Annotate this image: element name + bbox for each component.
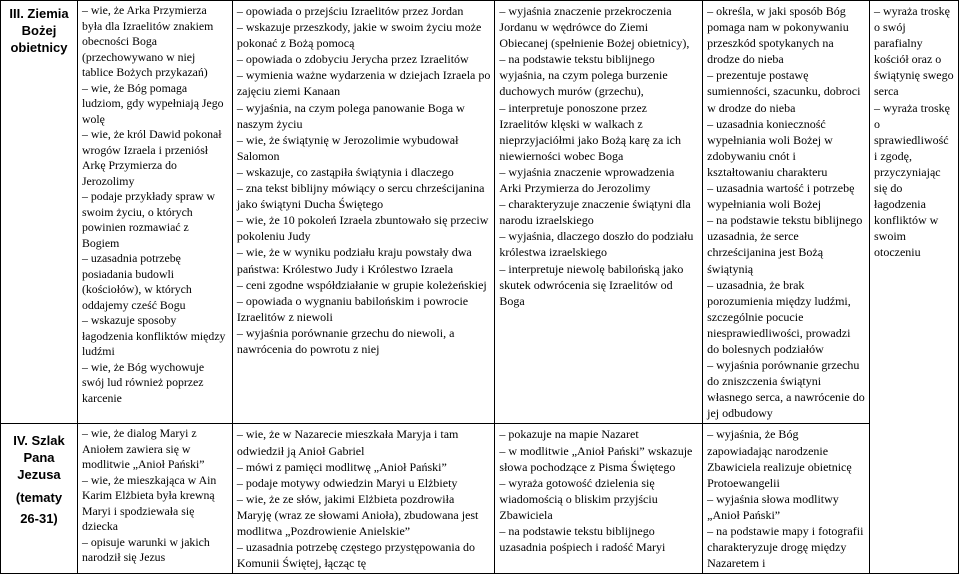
list-item: – prezentuje postawę sumienności, szacunku, dobroci w drodze do nieba — [707, 68, 861, 115]
list-item: – charakteryzuje znaczenie świątyni dla narodu izraelskiego — [499, 197, 691, 228]
list-item: – uzasadnia potrzebę częstego przystępowania do Komunii Świętej, łącząc tę — [236, 540, 476, 571]
table-row-section-3 — [1, 1, 959, 424]
list-item: – wyjaśnia, że Bóg zapowiadając narodzenie Zbawiciela realizuje obietnicę Protoewangelii — [707, 427, 852, 490]
list-item: – zna tekst biblijny mówiący o sercu chrześcijanina jako świątyni Ducha Świętego — [236, 181, 485, 212]
list-item: – opisuje warunki w jakich narodził się Jezus — [81, 534, 210, 565]
section-3-col-4 — [703, 1, 870, 424]
list-item: – opowiada o wygnaniu babilońskim i powrocie Izraelitów z niewoli — [236, 293, 469, 324]
section-3-title-cell — [1, 1, 78, 424]
list-item: – wie, że świątynię w Jerozolimie wybudował Salomon — [236, 132, 459, 163]
list-item: – wskazuje sposoby łagodzenia konfliktów między ludźmi — [81, 313, 226, 358]
list-item: – wie, że Bóg wychowuje swój lud również poprzez karcenie — [81, 359, 205, 405]
list-item: – wyjaśnia znaczenie wprowadzenia Arki Przymierza do Jerozolimy — [499, 164, 675, 196]
list-item: – podaje przykłady spraw w swoim życiu, o których powinien rozmawiać z Bogiem — [81, 189, 215, 250]
section-4-col-4 — [703, 424, 870, 574]
list-item: – wyjaśnia słowa modlitwy „Anioł Pański” — [707, 491, 839, 522]
list-item: – określa, w jaki sposób Bóg pomaga nam w pokonywaniu przeszkód spotykanych na drodze do nieba — [707, 4, 849, 67]
list-item: – wymienia ważne wydarzenia w dziejach Izraela po zajęciu ziemi Kanaan — [236, 68, 491, 99]
list-item: – wyraża gotowość dzielenia się wiadomością o bliskim przyjściu Zbawiciela — [499, 475, 658, 522]
list-item: – wyjaśnia, dlaczego doszło do podziału królestwa izraelskiego — [499, 229, 694, 260]
section-4-col-2 — [232, 424, 495, 574]
section-3-col-2 — [232, 1, 495, 424]
section-3-title-line: III. Ziemia — [9, 6, 69, 21]
list-item: – opowiada o przejściu Izraelitów przez Jordan — [236, 4, 464, 18]
list-item: – wyjaśnia porównanie grzechu do zniszczenia świątyni własnego serca, a nawrócenie do jej odbudowy — [707, 358, 865, 421]
list-item: – ceni zgodne współdziałanie w grupie koleżeńskiej — [236, 277, 487, 292]
list-item: – wyraża troskę o sprawiedliwość i zgodę, przyczyniając się do łagodzenia konfliktów w swoim otoczeniu — [873, 100, 950, 260]
list-item: – wyjaśnia porównanie grzechu do niewoli, a nawrócenia do powrotu z niej — [236, 325, 455, 356]
list-item: – wie, że w Nazarecie mieszkała Maryja i tam odwiedził ją Anioł Gabriel — [236, 427, 459, 458]
section-4-title-line: Jezusa — [17, 467, 61, 483]
section-3-title-line: Bożej — [21, 23, 57, 38]
list-item: – wie, że Arka Przymierza była dla Izraelitów znakiem obecności Boga (przechowywano w niej tablice Bożych przykazań) — [81, 3, 214, 79]
section-3-title-line: obietnicy — [10, 40, 68, 55]
list-item: – wie, że Bóg pomaga ludziom, gdy wypełniają Jego wolę — [81, 80, 224, 126]
list-item: – w modlitwie „Anioł Pański” wskazuje słowa pochodzące z Pisma Świętego — [499, 443, 693, 474]
section-3-col-1 — [77, 1, 232, 424]
section-4-title-cell — [1, 424, 78, 574]
list-item: – uzasadnia wartość i potrzebę wypełniania woli Bożej — [707, 181, 855, 212]
section-4-title-line: 26-31) — [20, 511, 58, 527]
list-item: – wie, że ze słów, jakimi Elżbieta pozdrowiła Maryję (wraz ze słowami Anioła), zbudowana jest modlitwa „Pozdrowienie Anielskie” — [236, 491, 479, 538]
list-item: – na podstawie mapy i fotografii charakteryzuje drogę między Nazaretem i — [707, 524, 864, 571]
section-3-col-5 — [869, 1, 958, 574]
list-item: – pokazuje na mapie Nazaret — [499, 427, 639, 442]
list-item: – podaje motywy odwiedzin Maryi u Elżbiety — [236, 475, 458, 490]
list-item: – na podstawie tekstu biblijnego uzasadnia, że serce chrześcijanina jest Bożą świątynią — [707, 213, 863, 276]
list-item: – mówi z pamięci modlitwę „Anioł Pański” — [236, 459, 447, 474]
list-item: – interpretuje niewolę babilońską jako skutek odwrócenia się Izraelitów od Boga — [499, 261, 684, 308]
list-item: – wie, że w wyniku podziału kraju powstały dwa państwa: Królestwo Judy i Królestwo Izraela — [236, 245, 472, 276]
section-3-col-3 — [495, 1, 703, 424]
list-item: – uzasadnia konieczność wypełniania woli Bożej w zdobywaniu cnót i kształtowaniu charakteru — [707, 116, 833, 179]
list-item: – wyjaśnia znaczenie przekroczenia Jordanu w wędrówce do Ziemi Obiecanej (spełnienie Bożej obietnicy), — [499, 4, 690, 51]
list-item: – wyraża troskę o swój parafialny kościół oraz o świątynię swego serca — [873, 4, 954, 99]
list-item: – na podstawie tekstu biblijnego uzasadnia pośpiech i radość Maryi — [499, 524, 666, 555]
list-item: – wie, że mieszkająca w Ain Karim Elżbieta była krewną Maryi i spodziewała się dziecka — [81, 472, 217, 534]
list-item: – opowiada o zdobyciu Jerycha przez Izraelitów — [236, 52, 469, 67]
list-item: – na podstawie tekstu biblijnego wyjaśnia, na czym polega burzenie duchowych murów (grzechu), — [499, 52, 668, 99]
list-item: – interpretuje ponoszone przez Izraelitów klęski w walkach z nieprzyjaciółmi jako Bożą karę za ich niewierności wobec Boga — [499, 100, 681, 163]
section-4-title-line: Pana — [23, 450, 55, 466]
list-item: – wskazuje, co zastąpiła świątynia i dlaczego — [236, 164, 454, 179]
list-item: – uzasadnia potrzebę posiadania budowli (kościołów), w których oddajemy cześć Bogu — [81, 251, 192, 312]
section-4-col-3 — [495, 424, 703, 574]
list-item: – wyjaśnia, na czym polega panowanie Boga w naszym życiu — [236, 100, 465, 131]
section-4-col-1 — [77, 424, 232, 574]
list-item: – wie, że dialog Maryi z Aniołem zawiera się w modlitwie „Anioł Pański” — [81, 426, 205, 472]
list-item: – wskazuje przeszkody, jakie w swoim życiu może pokonać z Bożą pomocą — [236, 20, 482, 51]
section-4-title-line: (tematy — [15, 490, 63, 506]
list-item: – wie, że 10 pokoleń Izraela zbuntowało się przeciw pokoleniu Judy — [236, 213, 489, 244]
section-4-title-line: IV. Szlak — [13, 433, 65, 449]
list-item: – uzasadnia, że brak porozumienia między ludźmi, szczególnie pocucie niesprawiedliwości, prowadzi do bolesnych podziałów — [707, 277, 851, 356]
table-row-section-4 — [1, 424, 959, 574]
list-item: – wie, że król Dawid pokonał wrogów Izraela i przeniósł Arkę Przymierza do Jerozolimy — [81, 127, 222, 188]
